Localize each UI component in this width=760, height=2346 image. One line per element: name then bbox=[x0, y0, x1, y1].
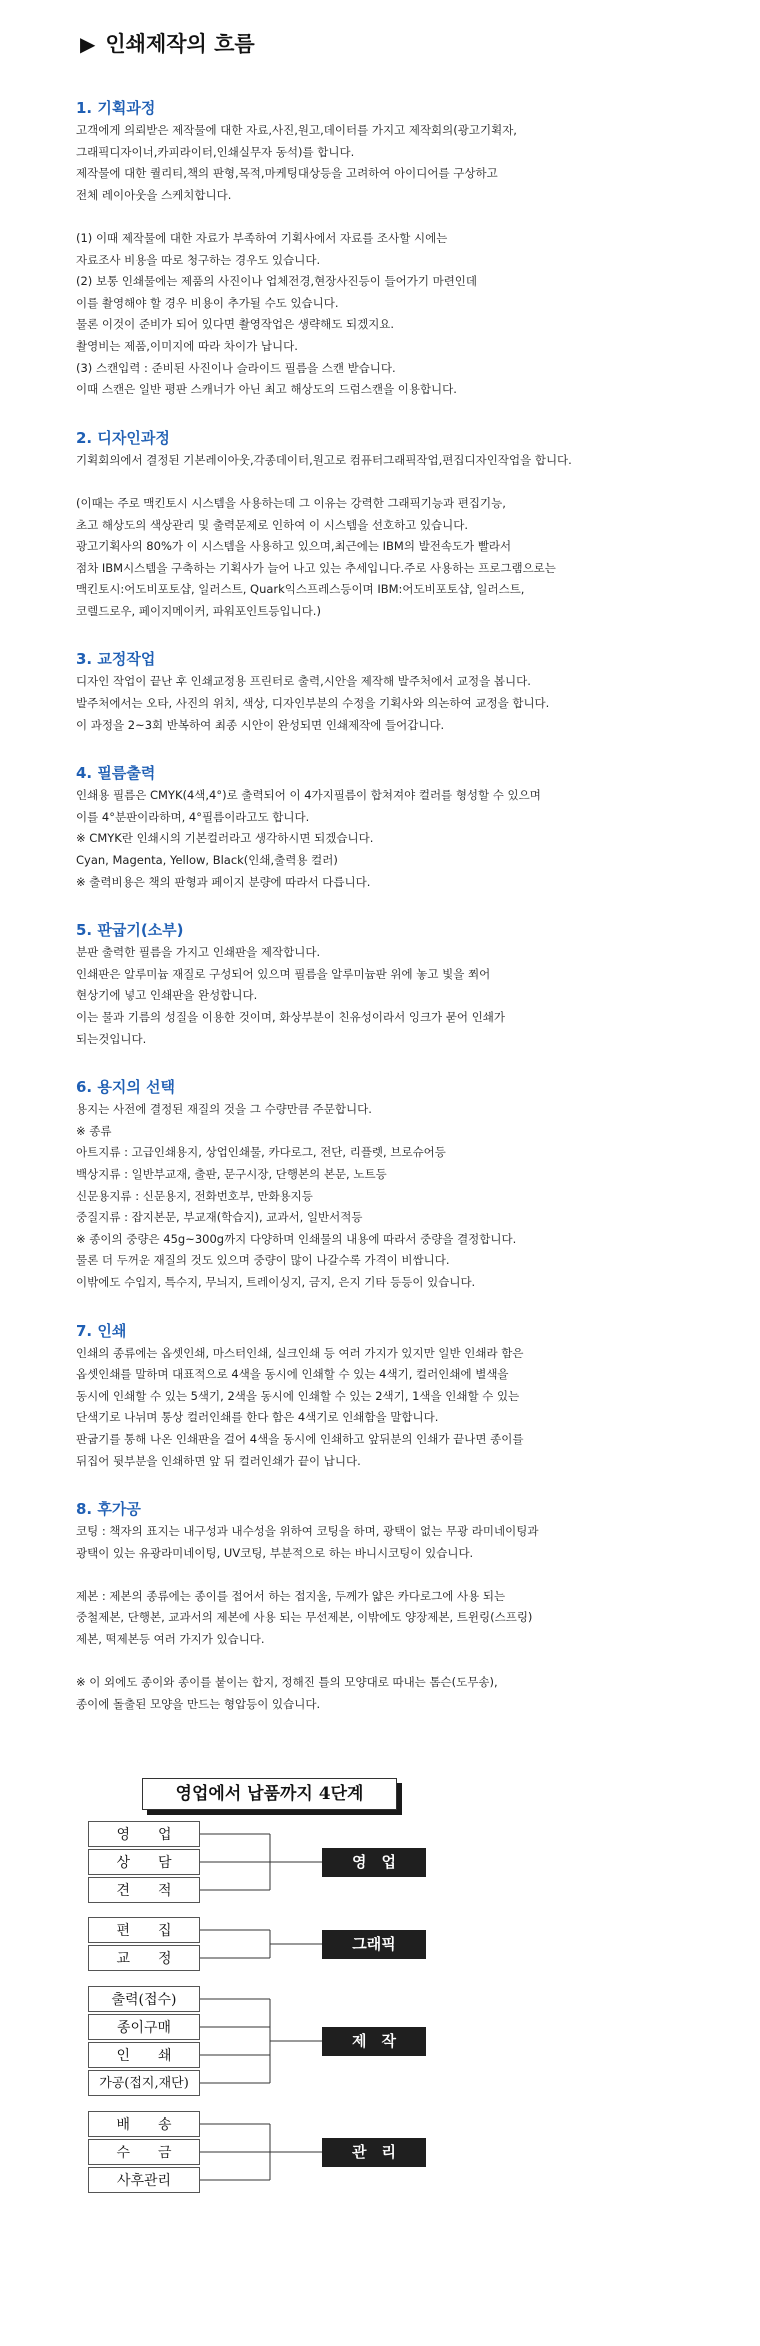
flow-step-collection: 수 금 bbox=[88, 2139, 200, 2165]
body-text-line: 중질지류 : 잡지본문, 부교재(학습지), 교과서, 일반서적등 bbox=[76, 1210, 363, 1225]
body-text-line: 제본 : 제본의 종류에는 종이를 접어서 하는 접지울, 두께가 얇은 카다로그에 사용 되는 bbox=[76, 1588, 506, 1603]
body-text-line: 이를 4°분판이라하며, 4°필름이라고도 합니다. bbox=[76, 809, 310, 824]
section-film-output bbox=[76, 763, 706, 893]
section-heading: 3. 교정작업 bbox=[76, 650, 156, 669]
body-text-line: 광고기획사의 80%가 이 시스템을 사용하고 있으며,최근에는 IBM의 발전속도가 빨라서 bbox=[76, 539, 512, 554]
body-text-line: 종이에 돌출된 모양을 만드는 형압등이 있습니다. bbox=[76, 1696, 321, 1711]
body-text-line: 현상기에 넣고 인쇄판을 완성합니다. bbox=[76, 988, 258, 1003]
flow-step-output: 출력(접수) bbox=[88, 1986, 200, 2012]
body-text-line: 뒤집어 뒷부분을 인쇄하면 앞 뒤 컬러인쇄가 끝이 납니다. bbox=[76, 1453, 361, 1468]
flow-stage-management: 관 리 bbox=[322, 2138, 426, 2167]
body-text-line: 그래픽디자이너,카피라이터,인쇄실무자 동석)를 합니다. bbox=[76, 144, 355, 159]
flow-diagram bbox=[0, 1760, 760, 2346]
body-text-line: 이밖에도 수입지, 특수지, 무늬지, 트레이싱지, 금지, 은지 기타 등등이 있습니다. bbox=[76, 1274, 476, 1289]
body-text-line: 단색기로 나뉘며 통상 컬러인쇄를 한다 함은 4색기로 인쇄함을 말합니다. bbox=[76, 1410, 439, 1425]
body-text-line: ※ 종이의 중량은 45g~300g까지 다양하며 인쇄물의 내용에 따라서 중량을 결정합니다. bbox=[76, 1231, 517, 1246]
flow-step-consulting: 상 담 bbox=[88, 1849, 200, 1875]
paragraph-spacer bbox=[76, 1651, 706, 1673]
body-text-line: 맥킨토시:어도비포토샵, 일러스트, Quark익스프레스등이며 IBM:어도비포토샵, 일러스트, bbox=[76, 582, 525, 597]
body-text-line: 제본, 떡제본등 여러 가지가 있습니다. bbox=[76, 1632, 265, 1647]
flow-stage-production: 제 작 bbox=[322, 2027, 426, 2056]
body-text-line: 디자인 작업이 끝난 후 인쇄교정용 프린터로 출력,시안을 제작해 발주처에서 교정을 봅니다. bbox=[76, 674, 531, 689]
body-text-line: 기획회의에서 결정된 기본레이아웃,각종데이터,원고로 컴퓨터그래픽작업,편집디자인작업을 합니다. bbox=[76, 452, 572, 467]
flow-step-editing: 편 집 bbox=[88, 1917, 200, 1943]
body-text-line: 물론 더 두꺼운 재질의 것도 있으며 중량이 많이 나갈수록 가격이 비쌉니다. bbox=[76, 1253, 450, 1268]
section-printing bbox=[76, 1321, 706, 1473]
body-text-line: 촬영비는 제품,이미지에 따라 차이가 납니다. bbox=[76, 338, 298, 353]
section-proofreading bbox=[76, 649, 706, 736]
body-text-line: 중철제본, 단행본, 교과서의 제본에 사용 되는 무선제본, 이밖에도 양장제본, 트윈링(스프링) bbox=[76, 1610, 533, 1625]
flow-step-sales: 영 업 bbox=[88, 1821, 200, 1847]
body-text-line: 이때 스캔은 일반 평판 스캐너가 아닌 최고 해상도의 드럼스캔을 이용합니다. bbox=[76, 382, 457, 397]
body-text-line: 인쇄의 종류에는 옵셋인쇄, 마스터인쇄, 실크인쇄 등 여러 가지가 있지만 일반 인쇄라 함은 bbox=[76, 1345, 524, 1360]
paragraph-spacer bbox=[76, 1564, 706, 1586]
flow-step-after-service: 사후관리 bbox=[88, 2167, 200, 2193]
section-paper-selection bbox=[76, 1077, 706, 1293]
process-sections bbox=[76, 98, 706, 1742]
body-text-line: (2) 보통 인쇄물에는 제품의 사진이나 업체전경,현장사진등이 들어가기 마련인데 bbox=[76, 274, 478, 289]
body-text-line: (1) 이때 제작물에 대한 자료가 부족하여 기획사에서 자료를 조사할 시에는 bbox=[76, 230, 448, 245]
body-text-line: 되는것입니다. bbox=[76, 1031, 147, 1046]
body-text-line: 용지는 사전에 결정된 재질의 것을 그 수량만큼 주문합니다. bbox=[76, 1102, 372, 1117]
paragraph-spacer bbox=[76, 471, 706, 493]
body-text-line: (이때는 주로 맥킨토시 시스템을 사용하는데 그 이유는 강력한 그래픽기능과 편집기능, bbox=[76, 495, 506, 510]
section-heading: 7. 인쇄 bbox=[76, 1321, 127, 1340]
triangle-bullet-icon: ▶ bbox=[80, 32, 96, 56]
body-text-line: 인쇄용 필름은 CMYK(4색,4°)로 출력되어 이 4가지필름이 합쳐져야 컬러를 형성할 수 있으며 bbox=[76, 788, 541, 803]
section-plate-making bbox=[76, 920, 706, 1050]
body-text-line: ※ CMYK란 인쇄시의 기본컬러라고 생각하시면 되겠습니다. bbox=[76, 831, 374, 846]
body-text-line: 옵셋인쇄를 말하며 대표적으로 4색을 동시에 인쇄할 수 있는 4색기, 컬러인쇄에 별색을 bbox=[76, 1367, 509, 1382]
body-text-line: ※ 이 외에도 종이와 종이를 붙이는 합지, 정해진 틀의 모양대로 따내는 톰슨(도무송), bbox=[76, 1675, 498, 1690]
section-heading: 6. 용지의 선택 bbox=[76, 1078, 176, 1097]
body-text-line: 점차 IBM시스템을 구축하는 기획사가 늘어 나고 있는 추세입니다.주로 사용하는 프로그램으로는 bbox=[76, 560, 556, 575]
body-text-line: 이를 촬영해야 할 경우 비용이 추가될 수도 있습니다. bbox=[76, 295, 339, 310]
body-text-line: (3) 스캔입력 : 준비된 사진이나 슬라이드 필름을 스캔 받습니다. bbox=[76, 360, 396, 375]
section-heading: 4. 필름출력 bbox=[76, 764, 156, 783]
section-post-processing bbox=[76, 1499, 706, 1715]
section-heading: 1. 기획과정 bbox=[76, 99, 156, 117]
body-text-line: 광택이 있는 유광라미네이팅, UV코팅, 부분적으로 하는 바니시코팅이 있습니다. bbox=[76, 1545, 474, 1560]
section-heading: 5. 판굽기(소부) bbox=[76, 921, 184, 940]
body-text-line: 이 과정을 2~3회 반복하여 최종 시안이 완성되면 인쇄제작에 들어갑니다. bbox=[76, 717, 445, 732]
body-text-line: 자료조사 비용을 따로 청구하는 경우도 있습니다. bbox=[76, 252, 321, 267]
body-text-line: 아트지류 : 고급인쇄용지, 상업인쇄물, 카다로그, 전단, 리플렛, 브로슈어등 bbox=[76, 1145, 446, 1160]
body-text-line: 판굽기를 통해 나온 인쇄판을 걸어 4색을 동시에 인쇄하고 앞뒤분의 인쇄가 끝나면 종이를 bbox=[76, 1431, 524, 1446]
flow-stage-sales: 영 업 bbox=[322, 1848, 426, 1877]
body-text-line: 전체 레이아웃을 스케치합니다. bbox=[76, 187, 232, 202]
body-text-line: 코렐드로우, 페이지메이커, 파워포인트등입니다.) bbox=[76, 603, 321, 618]
flow-step-paper-purchase: 종이구매 bbox=[88, 2014, 200, 2040]
body-text-line: 분판 출력한 필름을 가지고 인쇄판을 제작합니다. bbox=[76, 945, 321, 960]
body-text-line: 제작물에 대한 퀄리티,책의 판형,목적,마케팅대상등을 고려하여 아이디어를 구상하고 bbox=[76, 166, 498, 181]
body-text-line: 발주처에서는 오타, 사진의 위치, 색상, 디자인부분의 수정을 기획사와 의논하여 교정을 합니다. bbox=[76, 696, 550, 711]
body-text-line: 초고 해상도의 색상관리 및 출력문제로 인하여 이 시스템을 선호하고 있습니다. bbox=[76, 517, 469, 532]
body-text-line: 인쇄판은 알루미늄 재질로 구성되어 있으며 필름을 알루미늄판 위에 놓고 빛을 쬐어 bbox=[76, 966, 491, 981]
page-title bbox=[80, 28, 255, 58]
paragraph-spacer bbox=[76, 206, 706, 228]
flow-stage-graphic: 그래픽 bbox=[322, 1930, 426, 1959]
body-text-line: 코팅 : 책자의 표지는 내구성과 내수성을 위하여 코팅을 하며, 광택이 없는 무광 라미네이팅과 bbox=[76, 1524, 539, 1539]
flow-step-printing: 인 쇄 bbox=[88, 2042, 200, 2068]
body-text-line: ※ 종류 bbox=[76, 1123, 112, 1138]
body-text-line: 고객에게 의뢰받은 제작물에 대한 자료,사진,원고,데이터를 가지고 제작회의(광고기획자, bbox=[76, 123, 517, 137]
body-text-line: 신문용지류 : 신문용지, 전화번호부, 만화용지등 bbox=[76, 1188, 313, 1203]
body-text-line: Cyan, Magenta, Yellow, Black(인쇄,출력용 컬러) bbox=[76, 853, 338, 868]
body-text-line: 동시에 인쇄할 수 있는 5색기, 2색을 동시에 인쇄할 수 있는 2색기, 1색을 인쇄할 수 있는 bbox=[76, 1388, 520, 1403]
section-heading: 2. 디자인과정 bbox=[76, 428, 170, 447]
body-text-line: 백상지류 : 일반부교재, 출판, 문구시장, 단행본의 본문, 노트등 bbox=[76, 1166, 387, 1181]
flow-step-proofreading: 교 정 bbox=[88, 1945, 200, 1971]
flow-step-delivery: 배 송 bbox=[88, 2111, 200, 2137]
section-heading: 8. 후가공 bbox=[76, 1500, 141, 1519]
flow-step-estimate: 견 적 bbox=[88, 1877, 200, 1903]
flow-step-finishing: 가공(접지,재단) bbox=[88, 2070, 200, 2096]
section-design bbox=[76, 428, 706, 623]
body-text-line: 이는 물과 기름의 성질을 이용한 것이며, 화상부분이 친유성이라서 잉크가 묻어 인쇄가 bbox=[76, 1010, 506, 1024]
body-text-line: ※ 출력비용은 책의 판형과 페이지 분량에 따라서 다릅니다. bbox=[76, 874, 371, 889]
body-text-line: 물론 이것이 준비가 되어 있다면 촬영작업은 생략해도 되겠지요. bbox=[76, 317, 395, 332]
section-planning bbox=[76, 98, 706, 401]
page-title-text: 인쇄제작의 흐름 bbox=[105, 32, 255, 56]
flow-title: 영업에서 납품까지 4단계 bbox=[142, 1778, 397, 1810]
